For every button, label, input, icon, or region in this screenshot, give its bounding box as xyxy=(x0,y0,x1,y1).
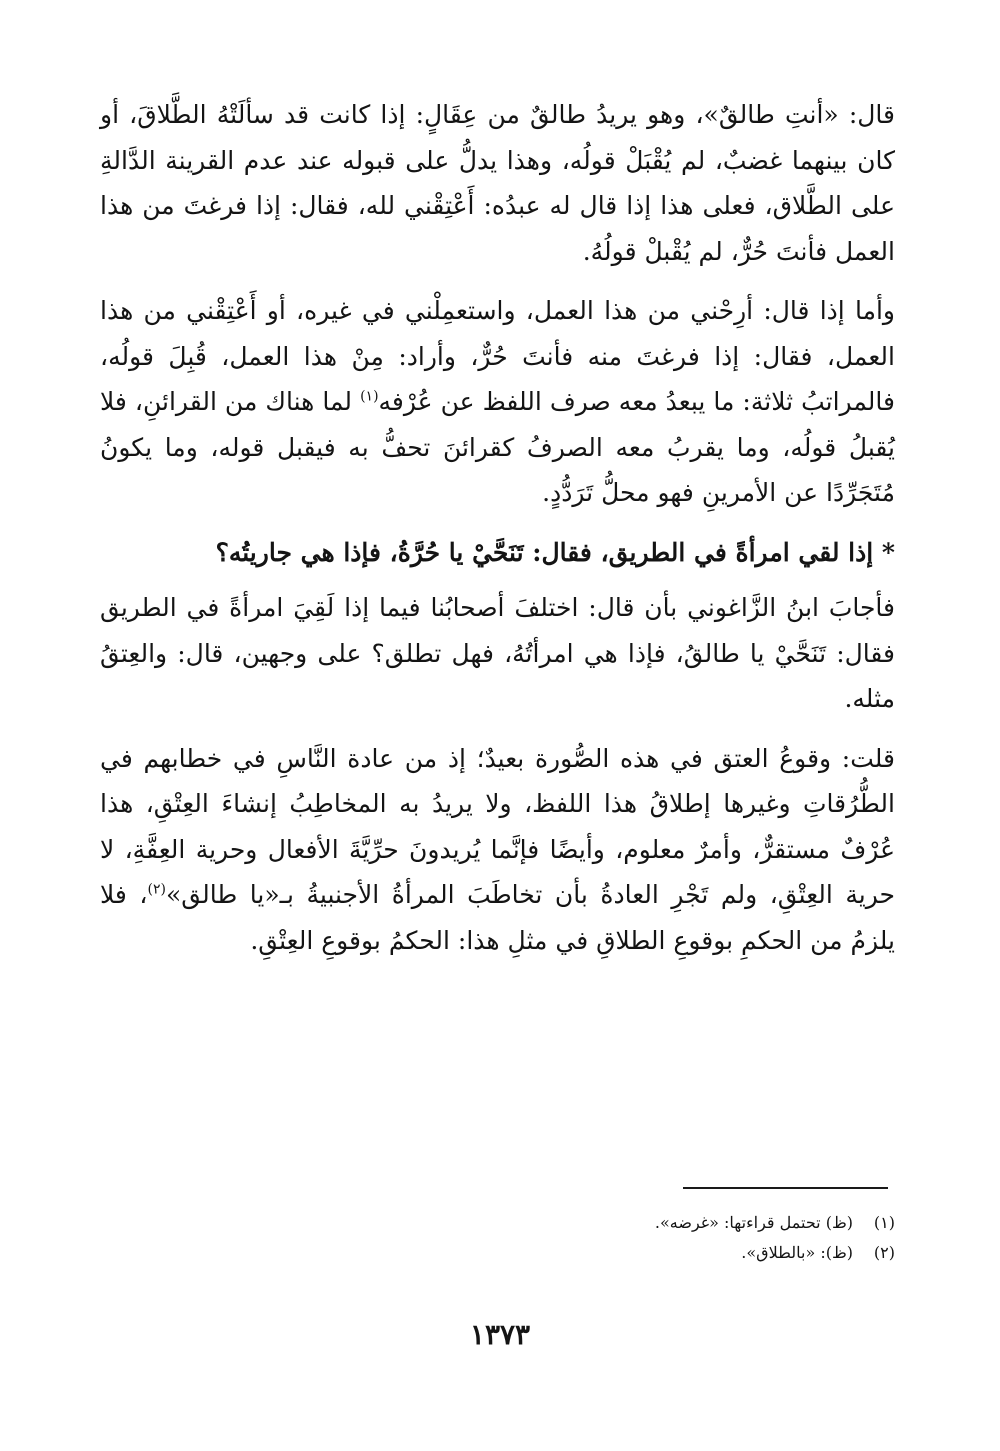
page-body xyxy=(100,92,895,963)
paragraph-1: قال: «أنتِ طالقٌ»، وهو يريدُ طالقٌ من عِقَالٍ: إذا كانت قد سألَتْهُ الطَّلاقَ، أو كان بينهما غضبٌ، لم يُقْبَلْ قولُه، وهذا يدلُّ على قبوله عند عدم القرينة الدَّالةِ على الطَّلاق، فعلى هذا إذا قال له عبدُه: أَعْتِقْني لله، فقال: إذا فرغتَ من هذا العمل فأنتَ حُرٌّ، لم يُقْبلْ قولُهُ. xyxy=(100,100,895,266)
paragraph-4 xyxy=(100,736,895,964)
footnote-text: (ظ): «بالطلاق». xyxy=(741,1243,853,1262)
footnote-number: (١) xyxy=(873,1213,895,1232)
paragraph-2-text-b: لما هناك من القرائنِ، فلا يُقبلُ قولُه، وما يقربُ معه الصرفُ كقرائنَ تحفُّ به فيقبل قوله، وما يكونُ مُتَجَرِّدًا عن الأمرينِ فهو محلُّ تَرَدُّدٍ. xyxy=(100,387,895,507)
section-heading: * إذا لقي امرأةً في الطريق، فقال: تَنَحَّيْ يا حُرَّةُ، فإذا هي جاريتُه؟ xyxy=(215,537,895,567)
paragraph-2 xyxy=(100,288,895,516)
footnote-ref-1[interactable]: (١) xyxy=(360,388,379,405)
footnote-divider xyxy=(683,1187,888,1189)
footnote-number: (٢) xyxy=(873,1243,895,1262)
paragraph-2-text-a: وأما إذا قال: أرِحْني من هذا العمل، واستعمِلْني في غيره، أو أَعْتِقْني من هذا العمل، فقال: إذا فرغتَ منه فأنتَ حُرٌّ، وأراد: مِنْ هذا العمل، قُبِلَ قولُه، فالمراتبُ ثلاثة: ما يبعدُ معه صرف اللفظ عن عُرْفه xyxy=(100,296,895,416)
footnotes xyxy=(100,1208,895,1268)
paragraph-4-text-a: قلت: وقوعُ العتق في هذه الصُّورة بعيدٌ؛ إذ من عادة النَّاسِ في خطابهم في الطُّرُقاتِ وغيرها إطلاقُ هذا اللفظ، ولا يريدُ به المخاطِبُ إنشاءَ العِتْقِ، هذا عُرْفٌ مستقرٌّ، وأمرٌ معلوم، وأيضًا فإنَّما يُريدونَ حرِّيَّةَ الأفعال وحرية العِفَّةِ، لا حرية العِتْقِ، ولم تَجْرِ العادةُ بأن تخاطَبَ المرأةُ الأجنبيةُ بـ«يا طالق» xyxy=(100,743,895,909)
footnote-2 xyxy=(100,1238,895,1268)
page-number: ١٣٧٣ xyxy=(469,1318,531,1351)
footnote-1 xyxy=(100,1208,895,1238)
footnote-ref-2[interactable]: (٢) xyxy=(147,881,166,898)
paragraph-3: فأجابَ ابنُ الزَّاغوني بأن قال: اختلفَ أصحابُنا فيما إذا لَقِيَ امرأةً في الطريق فقال: تَنَحَّيْ يا طالقُ، فإذا هي امرأتُهُ، فهل تطلق؟ على وجهين، قال: والعِتقُ مثله. xyxy=(100,593,895,713)
paragraph-4-text-b: ، فلا يلزمُ من الحكمِ بوقوعِ الطلاقِ في مثلِ هذا: الحكمُ بوقوعِ العِتْقِ. xyxy=(100,880,895,955)
footnote-text: (ظ) تحتمل قراءتها: «غرضه». xyxy=(654,1213,853,1232)
